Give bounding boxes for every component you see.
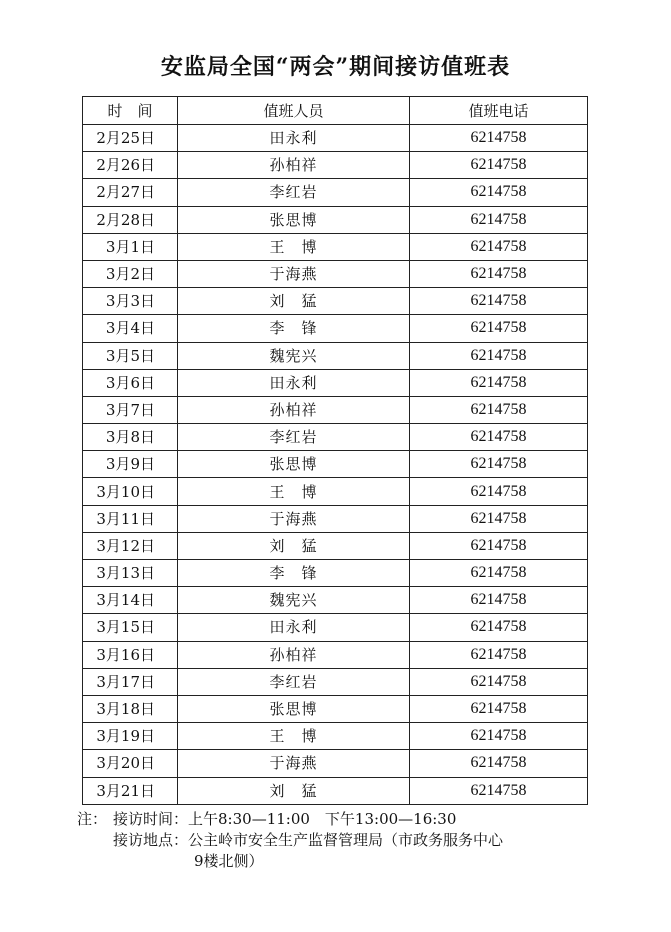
staff-cell: 张思博 [178,695,410,722]
phone-cell: 6214758 [410,641,588,668]
date-cell: 3月18日 [83,695,178,722]
note-section [77,809,503,872]
table-row [83,587,588,614]
date-cell: 3月9日 [83,451,178,478]
header-time: 时 间 [83,97,178,125]
phone-cell: 6214758 [410,369,588,396]
date-cell: 3月8日 [83,424,178,451]
phone-cell: 6214758 [410,125,588,152]
staff-cell: 于海燕 [178,505,410,532]
phone-cell: 6214758 [410,451,588,478]
duty-table [82,96,588,805]
note-time-label: 接访时间： [113,810,189,828]
phone-cell: 6214758 [410,750,588,777]
date-cell: 3月10日 [83,478,178,505]
note-place-value-cont: 9楼北侧） [194,852,264,870]
table-row [83,233,588,260]
staff-cell: 于海燕 [178,750,410,777]
phone-cell: 6214758 [410,777,588,804]
staff-cell: 李 锋 [178,560,410,587]
phone-cell: 6214758 [410,424,588,451]
note-place-row [77,830,503,851]
table-row [83,695,588,722]
staff-cell: 王 博 [178,723,410,750]
note-place-value: 公主岭市安全生产监督管理局（市政务服务中心 [188,831,504,849]
staff-cell: 刘 猛 [178,777,410,804]
table-header-row [83,97,588,125]
table-row [83,152,588,179]
phone-cell: 6214758 [410,587,588,614]
date-cell: 3月5日 [83,342,178,369]
staff-cell: 李红岩 [178,668,410,695]
date-cell: 2月28日 [83,206,178,233]
table-row [83,560,588,587]
phone-cell: 6214758 [410,152,588,179]
table-row [83,641,588,668]
note-prefix: 注： [77,810,108,828]
document-title: 安监局全国“两会”期间接访值班表 [160,54,511,80]
table-row [83,505,588,532]
date-cell: 3月7日 [83,396,178,423]
staff-cell: 刘 猛 [178,288,410,315]
phone-cell: 6214758 [410,723,588,750]
phone-cell: 6214758 [410,695,588,722]
staff-cell: 魏宪兴 [178,587,410,614]
phone-cell: 6214758 [410,233,588,260]
date-cell: 3月2日 [83,260,178,287]
phone-cell: 6214758 [410,206,588,233]
staff-cell: 魏宪兴 [178,342,410,369]
table-row [83,668,588,695]
table-row [83,315,588,342]
phone-cell: 6214758 [410,260,588,287]
table-row [83,396,588,423]
staff-cell: 田永利 [178,369,410,396]
header-phone: 值班电话 [410,97,588,125]
date-cell: 2月25日 [83,125,178,152]
date-cell: 3月4日 [83,315,178,342]
phone-cell: 6214758 [410,532,588,559]
staff-cell: 王 博 [178,233,410,260]
table-row [83,777,588,804]
phone-cell: 6214758 [410,560,588,587]
table-row [83,424,588,451]
table-row [83,206,588,233]
table-row [83,723,588,750]
phone-cell: 6214758 [410,478,588,505]
date-cell: 3月3日 [83,288,178,315]
date-cell: 3月17日 [83,668,178,695]
staff-cell: 李红岩 [178,424,410,451]
table-row [83,478,588,505]
date-cell: 3月14日 [83,587,178,614]
table-row [83,260,588,287]
staff-cell: 王 博 [178,478,410,505]
staff-cell: 李红岩 [178,179,410,206]
table-row [83,451,588,478]
staff-cell: 李 锋 [178,315,410,342]
note-time-value: 上午8:30—11:00 下午13:00—16:30 [188,810,457,828]
phone-cell: 6214758 [410,668,588,695]
staff-cell: 于海燕 [178,260,410,287]
note-time-row [77,809,503,830]
date-cell: 3月19日 [83,723,178,750]
table-row [83,532,588,559]
date-cell: 2月26日 [83,152,178,179]
staff-cell: 田永利 [178,125,410,152]
phone-cell: 6214758 [410,505,588,532]
date-cell: 3月1日 [83,233,178,260]
staff-cell: 孙柏祥 [178,152,410,179]
note-place-label: 接访地点： [113,831,189,849]
staff-cell: 刘 猛 [178,532,410,559]
phone-cell: 6214758 [410,396,588,423]
table-row [83,750,588,777]
phone-cell: 6214758 [410,614,588,641]
header-staff: 值班人员 [178,97,410,125]
date-cell: 3月11日 [83,505,178,532]
date-cell: 3月20日 [83,750,178,777]
table-row [83,342,588,369]
staff-cell: 孙柏祥 [178,396,410,423]
date-cell: 3月12日 [83,532,178,559]
phone-cell: 6214758 [410,315,588,342]
table-row [83,179,588,206]
table-row [83,369,588,396]
staff-cell: 张思博 [178,206,410,233]
table-body [83,125,588,805]
date-cell: 3月6日 [83,369,178,396]
date-cell: 3月13日 [83,560,178,587]
staff-cell: 孙柏祥 [178,641,410,668]
phone-cell: 6214758 [410,342,588,369]
date-cell: 3月21日 [83,777,178,804]
table-row [83,288,588,315]
phone-cell: 6214758 [410,179,588,206]
date-cell: 2月27日 [83,179,178,206]
table-row [83,125,588,152]
staff-cell: 田永利 [178,614,410,641]
date-cell: 3月15日 [83,614,178,641]
date-cell: 3月16日 [83,641,178,668]
staff-cell: 张思博 [178,451,410,478]
phone-cell: 6214758 [410,288,588,315]
table-row [83,614,588,641]
note-place-continued [77,851,503,872]
